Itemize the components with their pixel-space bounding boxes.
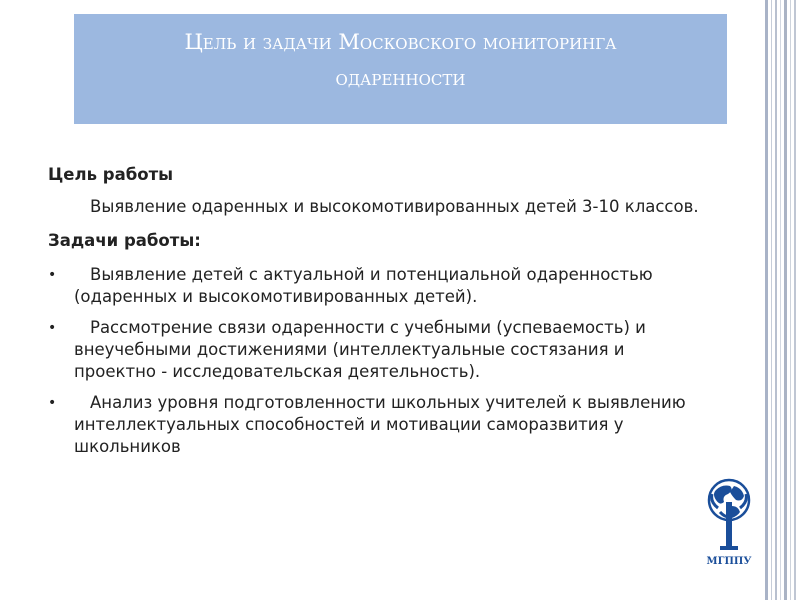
logo-label: МГППУ <box>706 556 752 567</box>
tasks-heading: Задачи работы: <box>48 231 201 250</box>
title-line-1: Цель и задачи Московского мониторинга <box>184 30 617 54</box>
edge-line <box>780 0 781 600</box>
slide-content <box>48 160 708 467</box>
task-text: Рассмотрение связи одаренности с учебными (успеваемость) и внеучебными достижениями (интеллектуальные состязания и проектно - исследовательская деятельность). <box>74 318 646 381</box>
mgppu-logo <box>702 478 756 574</box>
task-text: Выявление детей с актуальной и потенциальной одаренностью (одаренных и высокомотивированных детей). <box>74 265 653 306</box>
list-item <box>48 264 708 308</box>
globe-psi-icon <box>702 478 756 556</box>
slide-title <box>74 14 727 124</box>
edge-line <box>794 0 796 600</box>
bullet-icon: • <box>48 320 57 336</box>
list-item <box>48 392 708 458</box>
edge-line <box>765 0 768 600</box>
goal-text: Выявление одаренных и высокомотивированных детей 3-10 классов. <box>90 197 699 216</box>
tasks-list <box>48 264 708 458</box>
task-text: Анализ уровня подготовленности школьных учителей к выявлению интеллектуальных способностей и мотивации саморазвития у школьников <box>74 393 686 456</box>
edge-line <box>771 0 772 600</box>
bullet-icon: • <box>48 267 57 283</box>
goal-heading: Цель работы <box>48 165 174 184</box>
bullet-icon: • <box>48 395 57 411</box>
edge-line <box>790 0 791 600</box>
list-item <box>48 317 708 383</box>
title-line-2: одаренности <box>335 66 466 90</box>
edge-line <box>784 0 787 600</box>
edge-line <box>775 0 777 600</box>
